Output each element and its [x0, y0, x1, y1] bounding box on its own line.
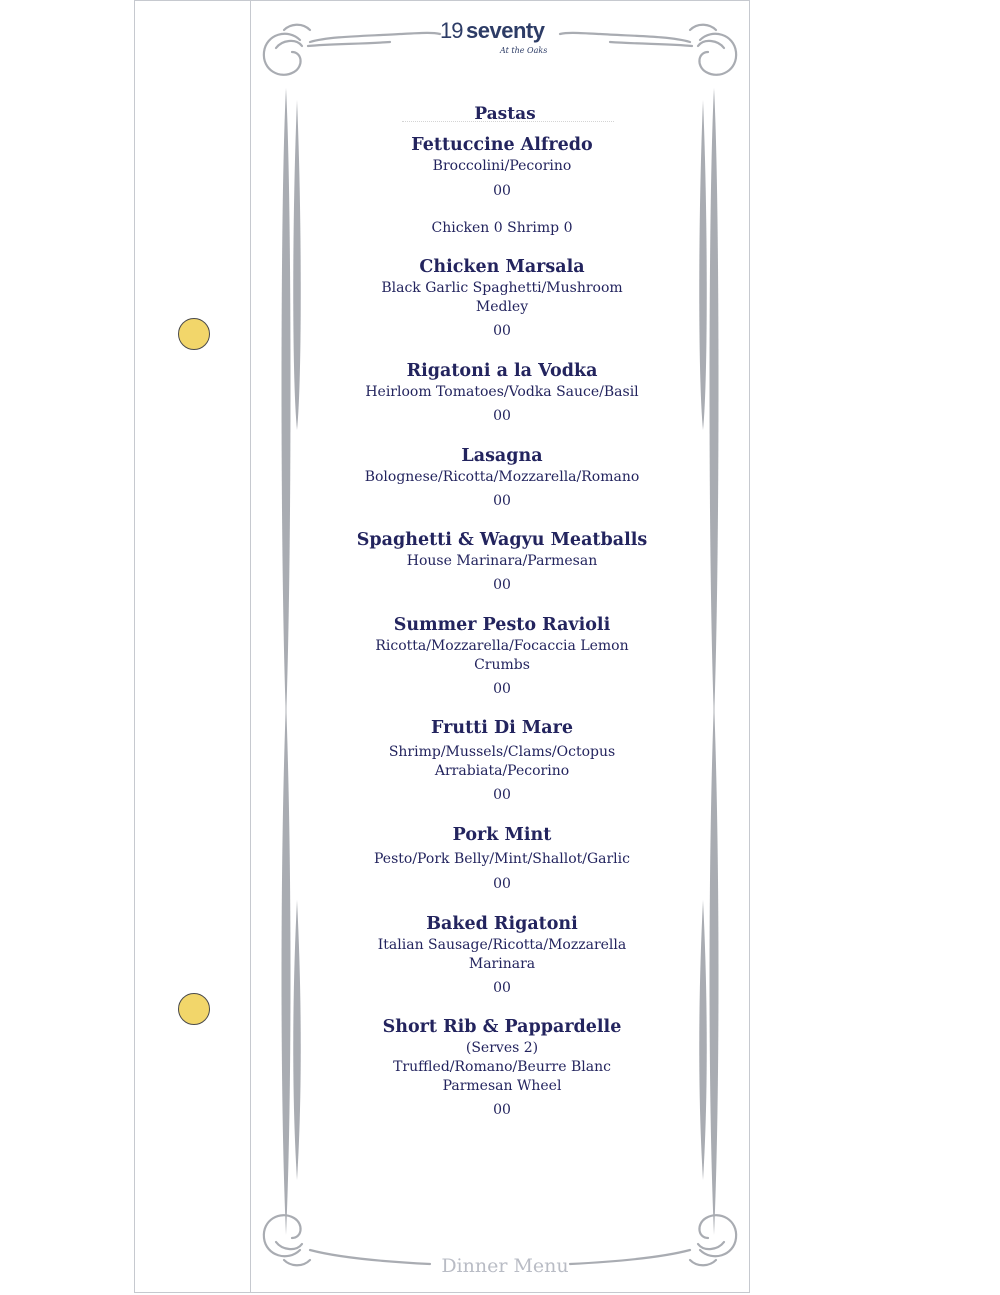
menu-item	[300, 256, 704, 341]
menu-item	[300, 134, 704, 238]
item-description: Medley	[475, 299, 529, 315]
item-price: 00	[493, 183, 511, 199]
menu-item	[300, 717, 704, 805]
item-description: Black Garlic Spaghetti/Mushroom	[381, 280, 623, 296]
menu-item	[300, 824, 704, 894]
item-description: Truffled/Romano/Beurre Blanc	[393, 1059, 611, 1075]
menu-item	[300, 445, 704, 511]
binder-spine	[134, 0, 250, 1293]
item-price: 00	[493, 323, 511, 339]
item-name: Pork Mint	[452, 825, 552, 845]
item-price: 00	[493, 980, 511, 996]
item-description: (Serves 2)	[465, 1040, 539, 1056]
section-title: Pastas	[474, 104, 536, 124]
brand-tagline: At the Oaks	[500, 46, 548, 55]
item-description: Parmesan Wheel	[442, 1078, 562, 1094]
item-description: House Marinara/Parmesan	[406, 553, 598, 569]
item-price: 00	[493, 1102, 511, 1118]
menu-item	[300, 529, 704, 595]
binder-hole	[178, 318, 210, 350]
item-description: Marinara	[468, 956, 536, 972]
item-price: 00	[493, 681, 511, 697]
item-name: Lasagna	[461, 446, 543, 466]
item-addon: Chicken 0 Shrimp 0	[431, 220, 573, 236]
menu-item	[300, 913, 704, 998]
item-price: 00	[493, 787, 511, 803]
binder-hole	[178, 993, 210, 1025]
item-name: Short Rib & Pappardelle	[382, 1017, 622, 1037]
item-price: 00	[493, 876, 511, 892]
footer-label: Dinner Menu	[441, 1255, 569, 1277]
menu-item	[300, 1016, 704, 1120]
item-description: Shrimp/Mussels/Clams/Octopus	[388, 744, 616, 760]
item-name: Baked Rigatoni	[426, 914, 578, 934]
item-description: Heirloom Tomatoes/Vodka Sauce/Basil	[365, 384, 639, 400]
item-name: Spaghetti & Wagyu Meatballs	[356, 530, 648, 550]
item-price: 00	[493, 493, 511, 509]
menu-item	[300, 614, 704, 699]
item-description: Italian Sausage/Ricotta/Mozzarella	[377, 937, 627, 953]
item-price: 00	[493, 408, 511, 424]
menu-item	[300, 360, 704, 426]
item-name: Summer Pesto Ravioli	[393, 615, 611, 635]
item-name: Chicken Marsala	[419, 257, 585, 277]
item-name: Rigatoni a la Vodka	[406, 361, 598, 381]
brand-word: seventy	[466, 18, 545, 43]
item-description: Ricotta/Mozzarella/Focaccia Lemon	[375, 638, 629, 654]
item-description: Crumbs	[474, 657, 530, 673]
item-description: Broccolini/Pecorino	[432, 158, 572, 174]
item-name: Fettuccine Alfredo	[411, 135, 593, 155]
item-description: Arrabiata/Pecorino	[434, 763, 570, 779]
item-price: 00	[493, 577, 511, 593]
brand-number: 19	[440, 18, 463, 43]
item-description: Pesto/Pork Belly/Mint/Shallot/Garlic	[374, 851, 630, 867]
item-name: Frutti Di Mare	[431, 718, 573, 738]
menu-items	[300, 0, 704, 1295]
item-description: Bolognese/Ricotta/Mozzarella/Romano	[364, 469, 640, 485]
